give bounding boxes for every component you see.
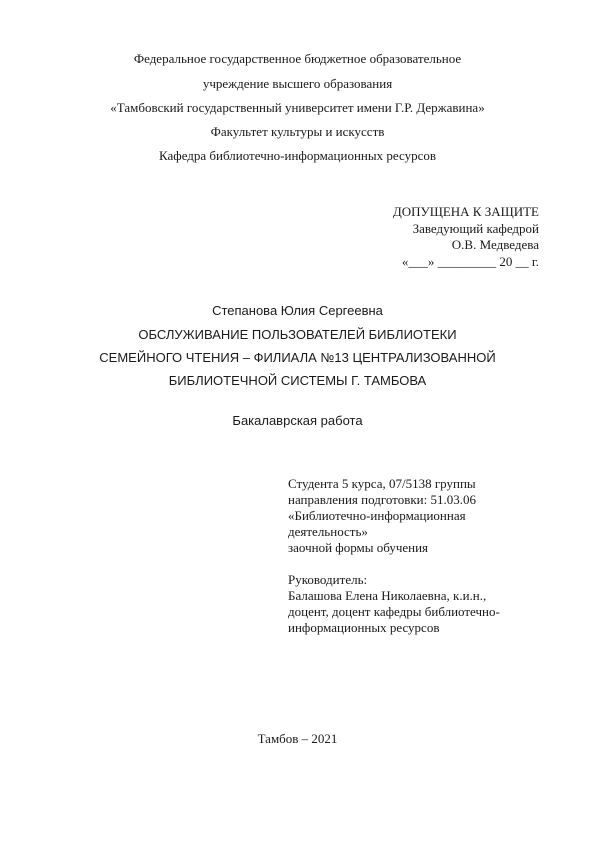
approval-name: О.В. Медведева [451, 237, 539, 252]
faculty-name: Факультет культуры и искусств [210, 124, 385, 139]
supervisor-block [288, 572, 500, 636]
supervisor-line-1: Балашова Елена Николаевна, к.и.н., [288, 588, 487, 603]
supervisor-line-3: информационных ресурсов [288, 620, 440, 635]
supervisor-line-2: доцент, доцент кафедры библиотечно- [288, 604, 500, 619]
header-line-1: Федеральное государственное бюджетное образовательное [133, 51, 462, 66]
student-info-line-1: Студента 5 курса, 07/5138 группы [288, 476, 476, 491]
student-info-line-5: заочной формы обучения [288, 540, 429, 555]
approval-block [393, 204, 539, 270]
approval-date-line: «___» _________ 20 __ г. [401, 253, 539, 269]
author-name: Степанова Юлия Сергеевна [212, 303, 383, 318]
thesis-title-line-3: БИБЛИОТЕЧНОЙ СИСТЕМЫ Г. ТАМБОВА [168, 373, 427, 388]
header-line-2: учреждение высшего образования [202, 76, 393, 91]
student-info-line-2: направления подготовки: 51.03.06 [288, 492, 476, 507]
student-info-line-3: «Библиотечно-информационная [288, 508, 466, 523]
student-info-line-4: деятельность» [288, 524, 368, 539]
department-name: Кафедра библиотечно-информационных ресурсов [159, 148, 436, 163]
thesis-title-line-1: ОБСЛУЖИВАНИЕ ПОЛЬЗОВАТЕЛЕЙ БИБЛИОТЕКИ [138, 327, 457, 342]
university-name: «Тамбовский государственный университет имени Г.Р. Державина» [110, 100, 485, 115]
work-type: Бакалаврская работа [232, 413, 363, 428]
thesis-title-line-2: СЕМЕЙНОГО ЧТЕНИЯ – ФИЛИАЛА №13 ЦЕНТРАЛИЗОВАННОЙ [99, 350, 496, 365]
student-info-block [288, 476, 476, 556]
approval-status: ДОПУЩЕНА К ЗАЩИТЕ [392, 204, 539, 219]
supervisor-label: Руководитель: [288, 572, 368, 587]
approval-position: Заведующий кафедрой [412, 220, 539, 236]
footer-city-year: Тамбов – 2021 [257, 731, 338, 746]
